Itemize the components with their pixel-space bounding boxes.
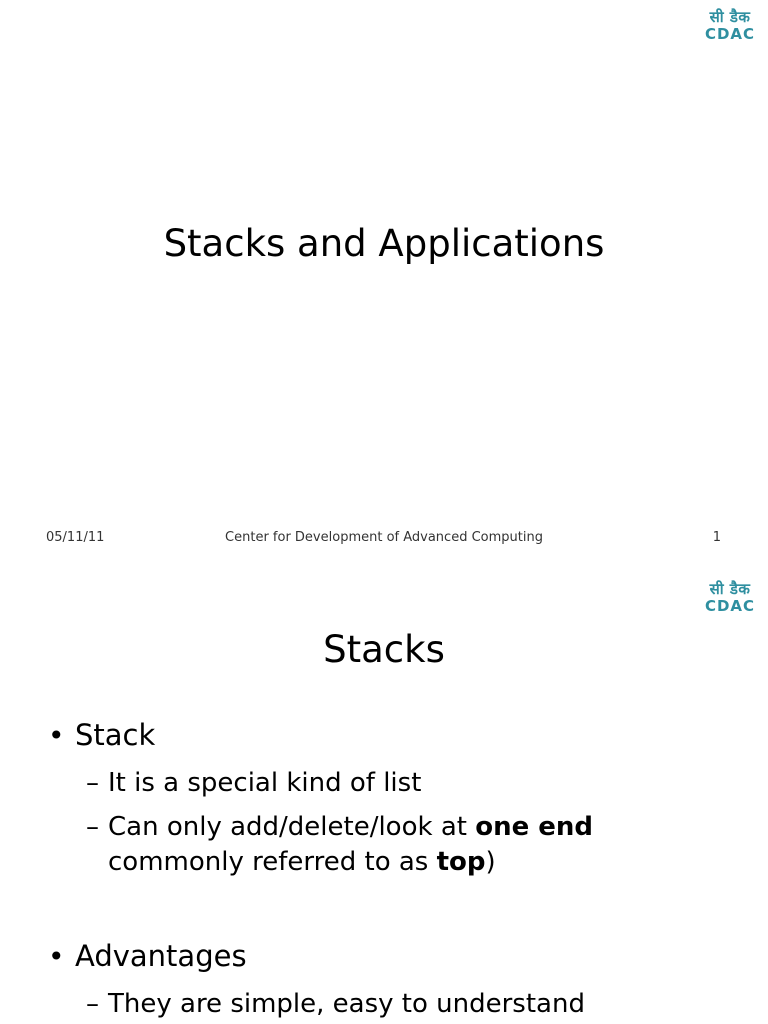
sub-bullet-text: It is a special kind of list	[108, 768, 422, 798]
sub-bullet-text: They are simple, easy to understand	[108, 989, 585, 1019]
logo-english-text: CDAC	[704, 597, 756, 615]
sub-bullet-item	[86, 987, 726, 1022]
text-segment: commonly referred to as	[108, 847, 437, 877]
content-slide	[0, 560, 768, 1024]
emphasis-text: top	[436, 847, 486, 877]
text-segment: )	[485, 847, 496, 877]
sub-bullet-dash: –	[86, 812, 99, 842]
bullet-dot: •	[48, 719, 65, 752]
sub-bullet-item	[86, 810, 726, 880]
text-segment: Can only add/delete/look at	[108, 812, 476, 842]
logo-english-text: CDAC	[704, 25, 756, 43]
emphasis-text: one end	[475, 812, 594, 842]
bullet-label: Advantages	[75, 939, 247, 973]
bullet-dot: •	[48, 940, 65, 973]
slide-title: Stacks	[323, 628, 445, 671]
slide-title: Stacks and Applications	[163, 222, 605, 265]
logo-hindi-text: सी डैक	[709, 8, 751, 26]
sub-bullet-item	[86, 766, 726, 801]
footer-date: 05/11/11	[46, 530, 105, 545]
cdac-logo	[704, 582, 756, 618]
footer-page-number: 1	[712, 530, 721, 545]
sub-bullet-text	[108, 810, 726, 880]
bullet-item	[48, 718, 155, 752]
sub-bullet-dash: –	[86, 768, 99, 798]
cdac-logo	[704, 10, 756, 46]
footer-organization: Center for Development of Advanced Computing	[225, 530, 543, 545]
logo-hindi-text: सी डैक	[709, 580, 751, 598]
bullet-label: Stack	[75, 718, 156, 752]
sub-bullet-dash: –	[86, 989, 99, 1019]
bullet-item	[48, 939, 247, 973]
